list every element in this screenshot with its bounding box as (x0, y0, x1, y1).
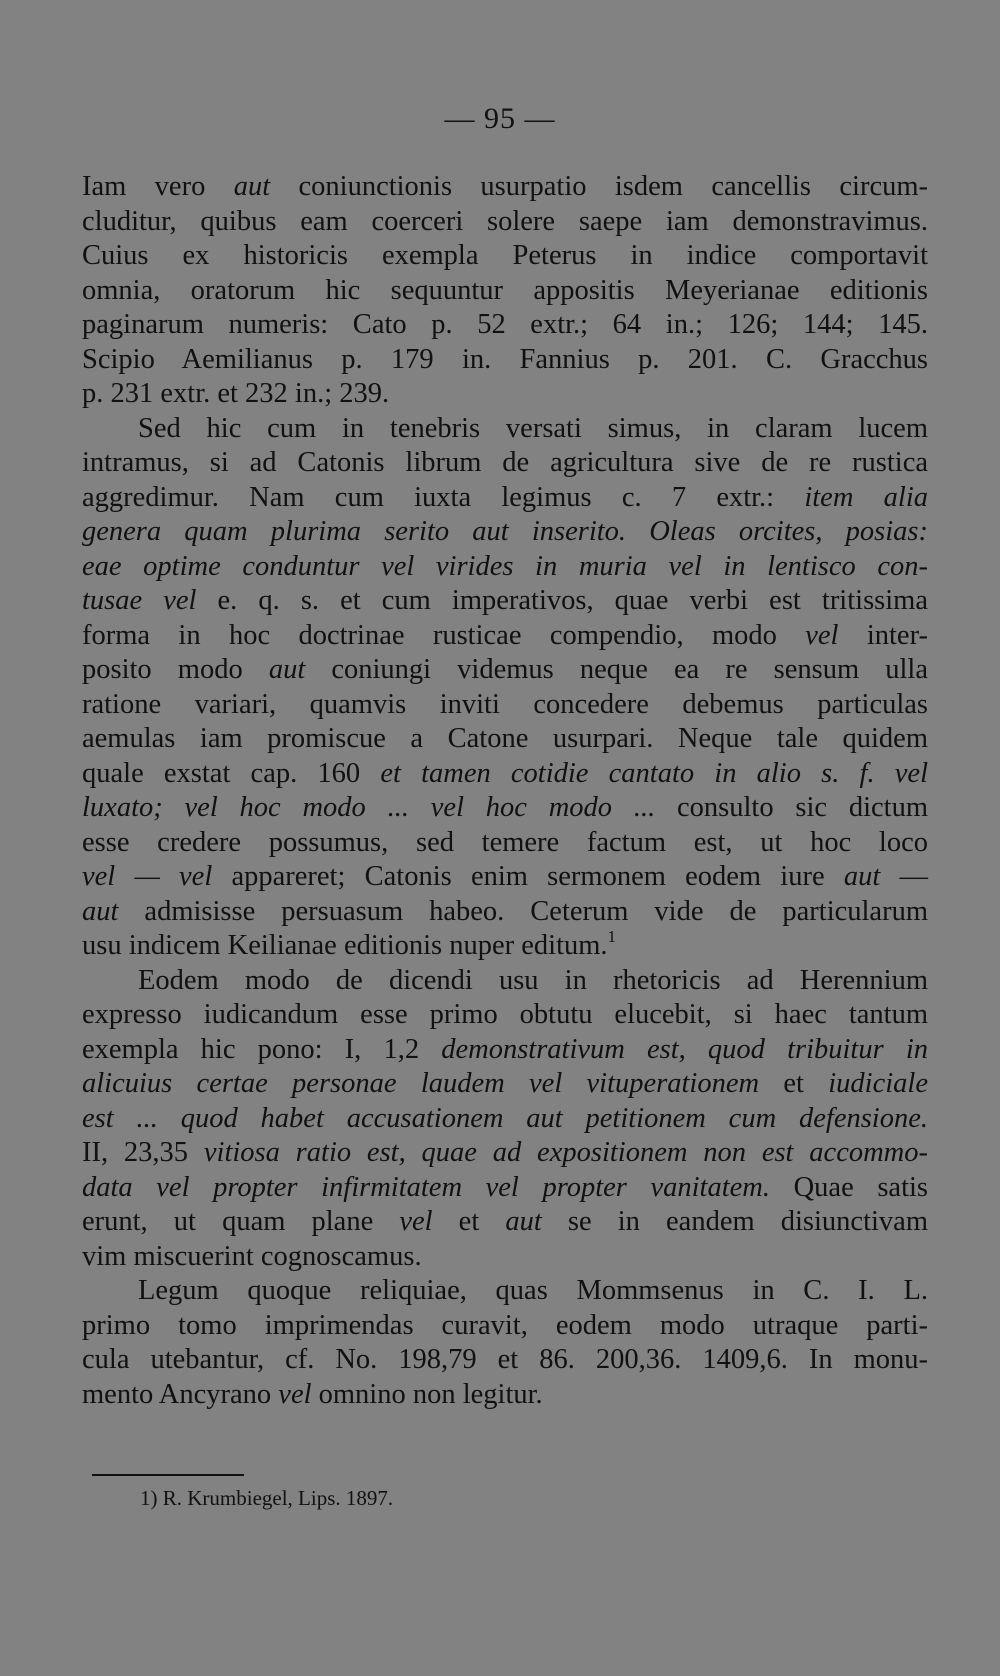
page-number: — 95 — (444, 102, 556, 135)
text-run: usu indicem Keilianae editionis nuper editum. (82, 930, 608, 961)
text-run: cula utebantur, cf. No. 198,79 et 86. 200,36. 1409,6. In monu- (82, 1344, 928, 1375)
text-run: p. 231 extr. et 232 in.; 239. (82, 378, 390, 409)
text-line (82, 791, 928, 826)
text-line (82, 1343, 928, 1378)
text-run: mento Ancyrano (82, 1378, 279, 1410)
italic-run: genera quam plurima serito aut inserito. Oleas orcites, posias: (82, 516, 928, 547)
italic-run: luxato; vel hoc modo ... vel hoc modo ... (82, 792, 656, 823)
italic-run: item alia (804, 481, 928, 513)
text-run: Scipio Aemilianus p. 179 in. Fannius p. 201. C. Gracchus (82, 343, 928, 375)
text-line (82, 998, 928, 1033)
text-line (82, 1274, 928, 1309)
text-line (82, 929, 928, 964)
text-line (82, 964, 928, 999)
text-run: Legum quoque reliquiae, quas Mommsenus in C. I. L. (138, 1275, 928, 1306)
text-line (82, 446, 928, 481)
text-run: coniunctionis usurpatio isdem cancellis circum- (270, 171, 928, 202)
text-line (82, 722, 928, 757)
italic-run: data vel propter infirmitatem vel propter vanitatem. (82, 1171, 770, 1203)
text-line (82, 1205, 928, 1240)
text-line (82, 826, 928, 861)
paragraph (82, 412, 928, 964)
text-run: se in eandem disiunctivam (541, 1206, 928, 1237)
italic-run: alicuius certae personae laudem vel vituperationem (82, 1068, 760, 1099)
italic-run: aut (268, 654, 306, 685)
text-run: inter- (838, 619, 928, 651)
text-line (82, 1067, 928, 1102)
text-run: exempla hic pono: I, 1,2 (82, 1033, 442, 1065)
text-line (82, 860, 928, 895)
text-run: Iam vero (82, 171, 234, 202)
paragraph (82, 1274, 928, 1412)
body-text (82, 170, 928, 1412)
italic-run: iudiciale (828, 1068, 928, 1099)
text-run: et (759, 1068, 829, 1099)
italic-run: et tamen cotidie cantato in alio s. f. vel (380, 757, 928, 789)
text-line (82, 239, 928, 274)
text-run: expresso iudicandum esse primo obtutu elucebit, si haec tantum (82, 999, 928, 1030)
footnote-marker: 1 (607, 927, 617, 946)
text-line (82, 481, 928, 516)
text-line (82, 688, 928, 723)
text-line (82, 1240, 928, 1275)
text-line (82, 619, 928, 654)
text-line (82, 757, 928, 792)
text-run: Sed hic cum in tenebris versati simus, in claram lucem (138, 412, 928, 444)
text-line (82, 343, 928, 378)
text-run: ratione variari, quamvis inviti concedere debemus particulas (82, 688, 928, 720)
text-run: omnia, oratorum hic sequuntur appositis Meyerianae editionis (82, 274, 928, 306)
text-line (82, 1378, 928, 1413)
text-run: consulto sic dictum (655, 792, 929, 823)
paragraph (82, 170, 928, 412)
footnote-divider (92, 1474, 244, 1476)
text-run: vim miscuerint cognoscamus. (82, 1240, 422, 1272)
text-run: erunt, ut quam plane (82, 1206, 400, 1237)
text-run: II, 23,35 (82, 1137, 204, 1168)
italic-run: vel (278, 1378, 312, 1410)
text-line (82, 1309, 928, 1344)
text-run: appareret; Catonis enim sermonem eodem iure (212, 861, 844, 892)
text-run: esse credere possumus, sed temere factum est, ut hoc loco (82, 826, 928, 858)
text-run: Eodem modo de dicendi usu in rhetoricis ad Herennium (138, 964, 928, 996)
italic-run: aut (233, 171, 271, 202)
italic-run: aut (82, 895, 119, 927)
italic-run: vel — vel (82, 861, 213, 892)
text-run: forma in hoc doctrinae rusticae compendio, modo (82, 619, 806, 651)
text-run: et (432, 1206, 506, 1237)
text-run: primo tomo imprimendas curavit, eodem modo utraque parti- (82, 1309, 928, 1341)
text-line (82, 205, 928, 240)
text-line (82, 308, 928, 343)
italic-run: aut (843, 861, 881, 892)
text-line (82, 274, 928, 309)
text-run: quale exstat cap. 160 (82, 757, 381, 789)
italic-run: vitiosa ratio est, quae ad expositionem non est accommo- (203, 1137, 928, 1168)
text-line (82, 170, 928, 205)
text-line (82, 412, 928, 447)
text-run: aemulas iam promiscue a Catone usurpari. Neque tale quidem (82, 723, 928, 754)
italic-run: vel (805, 619, 839, 651)
text-line (82, 515, 928, 550)
text-run: coniungi videmus neque ea re sensum ulla (305, 654, 928, 685)
text-run: aggredimur. Nam cum iuxta legimus c. 7 extr.: (82, 481, 805, 513)
italic-run: demonstrativum est, quod tribuitur in (441, 1033, 928, 1065)
text-line (82, 895, 928, 930)
italic-run: aut (505, 1206, 542, 1237)
text-run: e. q. s. et cum imperativos, quae verbi est tritissima (196, 585, 928, 616)
text-run: intramus, si ad Catonis librum de agricultura sive de re rustica (82, 447, 928, 478)
footnote: 1) R. Krumbiegel, Lips. 1897. (140, 1486, 394, 1510)
text-line (82, 1033, 928, 1068)
text-run: cluditur, quibus eam coerceri solere saepe iam demonstravimus. (82, 205, 928, 237)
text-line (82, 1136, 928, 1171)
italic-run: eae optime conduntur vel virides in muria vel in lentisco con- (82, 550, 928, 582)
text-run: paginarum numeris: Cato p. 52 extr.; 64 in.; 126; 144; 145. (82, 309, 928, 340)
text-run: Cuius ex historicis exempla Peterus in indice comportavit (82, 240, 928, 271)
text-line (82, 1171, 928, 1206)
text-line (82, 1102, 928, 1137)
text-line (82, 377, 928, 412)
paragraph (82, 964, 928, 1275)
italic-run: tusae vel (82, 585, 197, 616)
text-run: admisisse persuasum habeo. Ceterum vide de particularum (118, 895, 928, 927)
text-run: omnino non legitur. (311, 1378, 543, 1410)
text-run: Quae satis (770, 1171, 928, 1203)
italic-run: vel (399, 1206, 433, 1237)
text-line (82, 653, 928, 688)
text-line (82, 550, 928, 585)
text-run: posito modo (82, 654, 269, 685)
text-run: — (880, 861, 929, 892)
text-line (82, 584, 928, 619)
italic-run: est ... quod habet accusationem aut petitionem cum defensione. (82, 1102, 928, 1134)
